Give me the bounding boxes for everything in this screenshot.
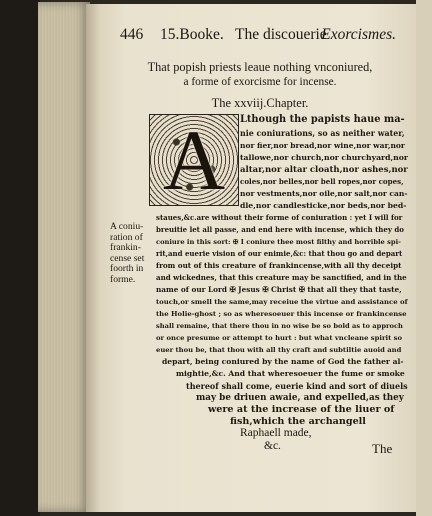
- body-line: altar,nor altar cloath,nor ashes,nor: [240, 165, 408, 175]
- page-number: 446: [120, 26, 144, 43]
- body-line: fish,which the archangell: [230, 416, 366, 427]
- body-line: mightie,&c. And that wheresoeuer the fume or smoke: [176, 369, 405, 378]
- body-line: nor vestments,nor oile,nor salt,nor can-: [240, 189, 408, 198]
- closing-line: Raphaell made,: [240, 427, 312, 439]
- body-line: nie coniurations, so as neither water,: [240, 129, 405, 138]
- body-line: name of our Lord ✠ Jesus ✠ Christ ✠ that all they that taste,: [156, 285, 402, 294]
- margin-note-line: cense set: [110, 252, 145, 264]
- body-line: euer thou be, that thou with all thy craft and subtiltie auoid and: [156, 346, 402, 354]
- body-line: and wickednes, that this creature may be sanctified, and in the: [156, 273, 407, 282]
- body-line: Lthough the papists haue ma-: [240, 114, 405, 125]
- body-line: the Holie-ghost ; so as wheresoeuer this incense or frankincense: [156, 310, 407, 318]
- initial-letter: A: [162, 112, 226, 208]
- body-line: breuitie let all passe, and end here with incense, which they do: [156, 225, 404, 234]
- margin-note-line: A coniu-: [110, 221, 144, 232]
- subtitle-line-1: That popish priests leaue nothing vnconiured,: [147, 60, 373, 74]
- margin-note-line: forme.: [110, 273, 136, 285]
- body-line: rit,and euerie vision of our enimie,&c: that thou go and depart: [156, 249, 403, 258]
- body-line: shall remaine, that there thou in no wise be so bold as to approch: [156, 322, 403, 330]
- body-line: coniure in this sort: ✠ I coniure thee most filthy and horrible spi-: [156, 238, 401, 246]
- page-edges: [38, 2, 90, 512]
- margin-note-line: ration of: [110, 231, 143, 243]
- margin-note-line: foorth in: [110, 263, 144, 275]
- body-line: or once presume or attempt to hurt : but what vncleane spirit so: [156, 334, 402, 342]
- body-line: dle,nor candlesticke,nor beds,nor bed-: [240, 201, 407, 210]
- header-title: The discouerie: [235, 26, 327, 43]
- book-label: 15.Booke.: [160, 26, 224, 43]
- subtitle-line-2: a forme of exorcisme for incense.: [183, 76, 337, 88]
- facing-page-edge: [416, 0, 432, 516]
- body-line: staues,&c.are without their forme of coniuration : yet I will for: [156, 213, 403, 222]
- margin-note-line: frankin-: [110, 242, 141, 254]
- body-line: touch,or smell the same,may receiue the virtue and assistance of: [156, 298, 408, 306]
- body-line: depart, being coniured by the name of God the father al-: [162, 357, 404, 366]
- decorated-initial: [149, 114, 239, 206]
- scanner-background: [0, 0, 40, 516]
- catchword: The: [372, 441, 393, 456]
- body-line: tallowe,nor church,nor churchyard,nor: [240, 153, 408, 162]
- body-line: may be driuen awaie, and expelled,as they: [196, 393, 404, 403]
- margin-note: [110, 222, 154, 286]
- closing-line: &c.: [264, 440, 281, 452]
- body-line: were at the increase of the liuer of: [208, 404, 395, 415]
- body-line: thereof shall come, euerie kind and sort of diuels: [186, 381, 408, 391]
- running-head: Exorcismes.: [321, 26, 396, 43]
- body-line: from out of this creature of frankincense,with all thy deceipt: [156, 261, 402, 270]
- chapter-heading: The xxviij.Chapter.: [211, 96, 309, 110]
- body-line: coles,nor belles,nor bell ropes,nor copes,: [240, 177, 404, 186]
- body-line: nor fier,nor bread,nor wine,nor war,nor: [240, 141, 405, 150]
